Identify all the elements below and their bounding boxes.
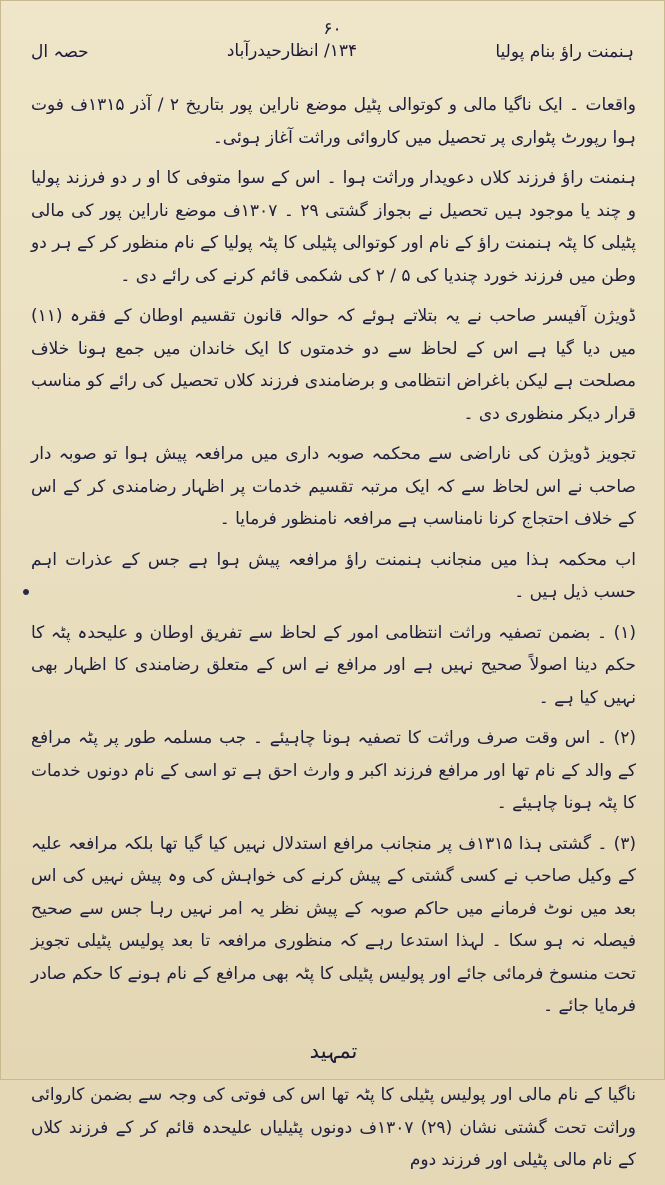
paragraph-ground-3: (۳) ۔ گشتی ہذا ۱۳۱۵ف پر منجانب مرافع استدلال نہیں کیا گیا تھا بلکہ مرافعہ علیہ کے وکیل صاحب نے کسی گشتی کے پیش کرنے کی خواہش کی وہ پیش نہیں کی اس بعد میں نوٹ فرمانے میں حاکم صوبہ کے پیش نظر یہ امر نہیں رہا جس سے صحیح فیصلہ نہ ہو سکا ۔ لہذا استدعا رہے کہ منظوری مرافعہ تا بعد پولیس پٹیلی تجویز تحت منسوخ فرمائی جائے اور پولیس پٹیلی کا پٹہ بھی مرافع کے نام ہونے کا حکم صادر فرمایا جائے ۔ bbox=[31, 833, 637, 1016]
paragraph-appeal-intro: اب محکمہ ہذا میں منجانب ہنمنت راؤ مرافعہ پیش ہوا ہے جس کے عذرات اہم حسب ذیل ہیں ۔ bbox=[31, 549, 636, 602]
paragraph-facts: واقعات ۔ ایک ناگیا مالی و کوتوالی پٹیل موضع ناراین پور بتاریخ ۲ / آذر ۱۳۱۵ف فوت ہوا رپورٹ پٹواری پر تحصیل میں کاروائی وراثت آغاز ہوئی۔ bbox=[31, 95, 636, 148]
paragraph-ground-2: (۲) ۔ اس وقت صرف وراثت کا تصفیہ ہونا چاہیئے ۔ جب مسلمہ طور پر پٹہ مرافع کے والد کے نام تھا اور مرافع فرزند اکبر و وارث احق ہے تو اسی کے نام دونوں خدمات کا پٹہ ہونا چاہیئے ۔ bbox=[31, 728, 636, 813]
page-header bbox=[1, 19, 664, 79]
margin-dot bbox=[23, 589, 29, 595]
header-row bbox=[31, 41, 634, 62]
paragraph-ground-1: (۱) ۔ بضمن تصفیہ وراثت انتظامی امور کے لحاظ سے تفریق اوطان و علیحدہ پٹہ کا حکم دینا اصولاً صحیح نہیں ہے اور مرافع نے اس کے متعلق رضامندی کا اظہار بھی نہیں کیا ہے ۔ bbox=[31, 622, 636, 708]
paragraph-inheritance-claim: ہنمنت راؤ فرزند کلاں دعویدار وراثت ہوا ۔ اس کے سوا متوفی کا او ر دو فرزند پولیا و چند یا موجود ہیں تحصیل نے بجواز گشتی ۲۹ ۔ ۱۳۰۷ف موضع ناراین پور کی مالی پٹیلی کا پٹہ ہنمنت راؤ کے نام اور کوتوالی پٹیلی کا پٹہ پولیا کے نام منظور کر کے ہر دو وطن میں فرزند خورد چندیا کی ۵ / ۲ کی شکمی قائم کرنے کی رائے دی ۔ bbox=[31, 168, 636, 286]
case-reference: ۱۳۴/ انظارحیدرآباد bbox=[226, 41, 358, 61]
case-title: ہنمنت راؤ بنام پولیا bbox=[495, 42, 634, 62]
paragraph-preamble: ناگیا کے نام مالی اور پولیس پٹیلی کا پٹہ تھا اس کی فوتی کی وجہ سے بضمن کاروائی وراثت تحت گشتی نشان (۲۹) ۱۳۰۷ف دونوں پٹیلیاں علیحدہ قائم کر کے فرزند کلاں کے نام مالی پٹیلی اور فرزند دوم bbox=[31, 1085, 636, 1170]
page-number: ۶۰ bbox=[323, 19, 342, 39]
section-label: حصہ ال bbox=[31, 42, 89, 62]
document-body bbox=[31, 89, 636, 1185]
section-heading: تمہید bbox=[309, 1038, 358, 1063]
paragraph-division-officer: ڈویژن آفیسر صاحب نے یہ بتلاتے ہوئے کہ حوالہ قانون تقسیم اوطان کے فقرہ (۱۱) میں دیا گیا ہے اس کے لحاظ سے دو خدمتوں کا ایک خاندان میں جمع ہونا خلاف مصلحت ہے لیکن باغراض انتظامی و برضامندی فرزند کلاں تحصیل کی رائے کو مناسب قرار دیکر منظوری دی ۔ bbox=[31, 306, 636, 424]
paragraph-appeal-dismissed: تجویز ڈویژن کی ناراضی سے محکمہ صوبہ داری میں مرافعہ پیش ہوا تو صوبہ دار صاحب نے اس لحاظ سے کہ ایک مرتبہ تقسیم خدمات پر اظہار رضامندی کر کے اس کے خلاف احتجاج کرنا نامناسب ہے مرافعہ نامنظور فرمایا ۔ bbox=[31, 444, 636, 529]
